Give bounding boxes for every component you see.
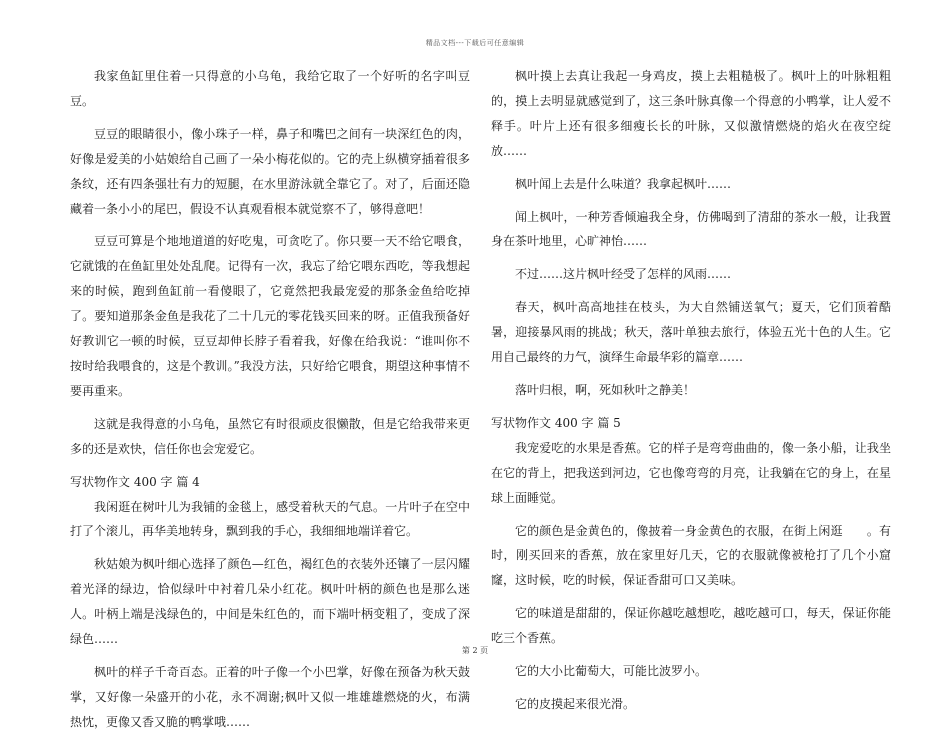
paragraph: 它的颜色是金黄色的，像披着一身金黄色的衣服，在街上闲逛 。有时，刚买回来的香蕉，放在家里好几天，它的衣服就像被枪打了几个小窟窿，这时候，吃的时候，保证香甜可口又美味。 (491, 523, 891, 588)
paragraph: 我闲逛在树叶儿为我铺的金毯上，感受着秋天的气息。一片叶子在空中打了个滚儿，再华美地转身，飘到我的手心，我细细地端详着它。 (70, 499, 470, 539)
paragraph: 枫叶闻上去是什么味道？我拿起枫叶…… (515, 176, 732, 191)
paragraph: 闻上枫叶，一种芳香倾遍我全身，仿佛喝到了清甜的茶水一般，让我置身在茶叶地里，心旷神怡…… (491, 209, 891, 249)
paragraph: 这就是我得意的小乌龟，虽然它有时很顽皮很懒散，但是它给我带来更多的还是欢快，信任你也会宠爱它。 (70, 416, 470, 456)
left-column (70, 64, 470, 743)
paragraph: 春天，枫叶高高地挂在枝头，为大自然铺送氧气；夏天，它们顶着酷暑，迎接暴风雨的挑战；秋天，落叶单独去旅行，体验五光十色的人生。它用自己最终的力气，演绎生命最华彩的篇章…… (491, 300, 891, 365)
paragraph: 它的味道是甜甜的，保证你越吃越想吃，越吃越可口，每天，保证你能吃三个香蕉。 (491, 606, 891, 646)
paragraph: 枫叶摸上去真让我起一身鸡皮，摸上去粗糙极了。枫叶上的叶脉粗粗的，摸上去明显就感觉到了，这三条叶脉真像一个得意的小鸭掌，让人爱不释手。叶片上还有很多细瘦长长的叶脉，又似激情燃烧的焰火在夜空绽放…… (491, 69, 891, 158)
paragraph: 它的大小比葡萄大，可能比波罗小。 (515, 664, 708, 679)
page-header: 精品文档---下载后可任意编辑 (425, 39, 525, 47)
paragraph: 它的皮摸起来很光滑。 (515, 696, 636, 711)
paragraph: 秋姑娘为枫叶细心选择了颜色—红色，褐红色的衣装外还镶了一层闪耀着光泽的绿边，恰似绿叶中衬着几朵小红花。枫叶叶柄的颜色也是那么迷人。叶柄上端是浅绿色的，中间是朱红色的，而下端叶柄变粗了，变成了深绿色…… (70, 557, 470, 647)
paragraph: 豆豆的眼睛很小，像小珠子一样，鼻子和嘴巴之间有一块深红色的肉，好像是爱美的小姑娘给自己画了一朵小梅花似的。它的壳上纵横穿插着很多条纹，还有四条强壮有力的短腿，在水里游泳就全靠它了。对了，后面还隐藏着一条小小的尾巴，假设不认真观看根本就觉察不了，够得意吧！ (70, 126, 470, 216)
page-number: 第 2 页 (461, 646, 489, 655)
paragraph: 豆豆可算是个地地道道的好吃鬼，可贪吃了。你只要一天不给它喂食，它就饿的在鱼缸里处处乱爬。记得有一次，我忘了给它喂东西吃，等我想起来的时候，跑到鱼缸前一看傻眼了，它竟然把我最宠爱的那条金鱼给吃掉了。要知道那条金鱼是我花了二十几元的零花钱买回来的呀。正值我预备好好教训它一顿的时候，豆豆却伸长脖子看着我，好像在给我说：“谁叫你不按时给我喂食的，这是个教训。”我没方法，只好给它喂食，期望这种事情不要再重来。 (70, 234, 470, 398)
paragraph: 我家鱼缸里住着一只得意的小乌龟，我给它取了一个好听的名字叫豆豆。 (70, 69, 470, 108)
section-heading: 写状物作文 400 字 篇 4 (70, 474, 200, 489)
paragraph: 我宠爱吃的水果是香蕉。它的样子是弯弯曲曲的，像一条小船，让我坐在它的背上，把我送到河边，它也像弯弯的月亮，让我躺在它的身上，在星球上面睡觉。 (491, 440, 891, 505)
section-heading: 写状物作文 400 字 篇 5 (491, 415, 621, 430)
paragraph: 落叶归根，啊，死如秋叶之静美！ (515, 382, 696, 397)
paragraph: 枫叶的样子千奇百态。正着的叶子像一个小巴掌，好像在预备为秋天鼓掌，又好像一朵盛开的小花，永不凋谢;枫叶又似一堆雄雄燃烧的火，布满热忱，更像又香又脆的鸭掌哦…… (70, 664, 470, 729)
right-column (491, 64, 891, 725)
paragraph: 不过……这片枫叶经受了怎样的风雨…… (515, 267, 732, 282)
